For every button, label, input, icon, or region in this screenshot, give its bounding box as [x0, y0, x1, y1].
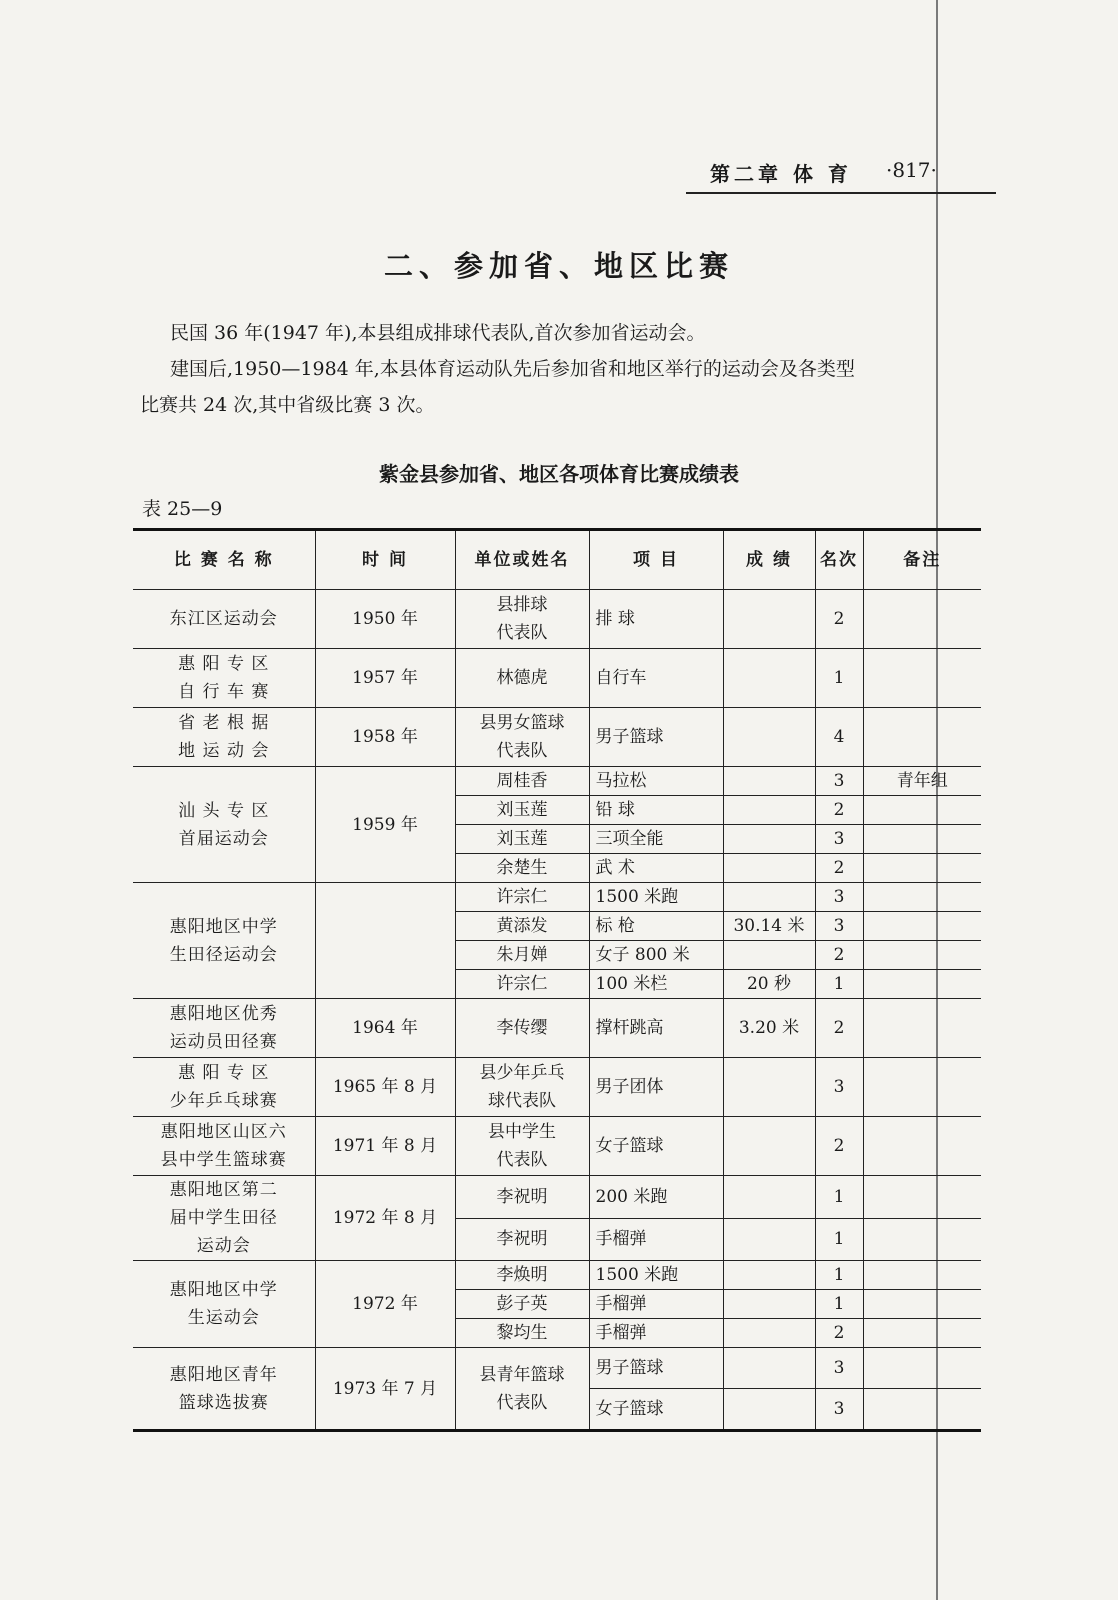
table-row [133, 767, 981, 796]
cell-line: 代表队 [496, 1150, 548, 1170]
unit-or-name-cell [455, 796, 589, 825]
competition-cell [133, 1261, 315, 1348]
result-cell: 3.20 米 [723, 999, 815, 1058]
table-row [133, 649, 981, 708]
event-cell: 撑杆跳高 [589, 999, 723, 1058]
competition-cell [133, 1117, 315, 1176]
cell-line: 篮球选拔赛 [178, 1392, 269, 1413]
result-cell [723, 767, 815, 796]
table-row [133, 883, 981, 912]
unit-or-name-cell [455, 1319, 589, 1348]
note-cell [863, 999, 981, 1058]
event-cell: 女子篮球 [589, 1117, 723, 1176]
note-cell [863, 1319, 981, 1348]
unit-or-name-cell [455, 999, 589, 1058]
table-row [133, 999, 981, 1058]
table-row [133, 1117, 981, 1176]
result-cell [723, 1261, 815, 1290]
note-cell [863, 1117, 981, 1176]
time-cell: 1972 年 8 月 [315, 1176, 455, 1261]
result-cell [723, 796, 815, 825]
cell-line: 汕 头 专 区 [178, 800, 270, 821]
note-cell [863, 941, 981, 970]
table-row [133, 1348, 981, 1389]
header-note: 备注 [863, 530, 981, 590]
rank-cell: 1 [815, 649, 863, 708]
cell-line: 县中学生 [488, 1122, 556, 1142]
cell-line: 李祝明 [496, 1229, 548, 1250]
note-cell [863, 970, 981, 999]
result-cell [723, 1290, 815, 1319]
result-cell [723, 854, 815, 883]
table-row [133, 1176, 981, 1219]
event-cell: 男子篮球 [589, 1348, 723, 1389]
cell-line: 惠 阳 专 区 [178, 654, 270, 674]
rank-cell: 2 [815, 796, 863, 825]
cell-line: 黎均生 [496, 1323, 548, 1343]
cell-line: 惠阳地区中学 [169, 1280, 278, 1300]
paragraph-2: 建国后,1950—1984 年,本县体育运动队先后参加省和地区举行的运动会及各类型 [170, 358, 855, 380]
cell-line: 球代表队 [488, 1091, 556, 1111]
time-cell: 1950 年 [315, 590, 455, 649]
cell-line: 东江区运动会 [169, 609, 278, 629]
result-cell: 20 秒 [723, 970, 815, 999]
rank-cell: 3 [815, 1058, 863, 1117]
cell-line: 惠阳地区优秀 [169, 1004, 278, 1024]
unit-or-name-cell [455, 590, 589, 649]
rank-cell: 1 [815, 1261, 863, 1290]
result-cell: 30.14 米 [723, 912, 815, 941]
time-cell: 1959 年 [315, 767, 455, 883]
time-cell: 1973 年 7 月 [315, 1348, 455, 1431]
competition-cell [133, 649, 315, 708]
cell-line: 运动会 [196, 1236, 251, 1256]
table-number: 表 25—9 [142, 498, 223, 520]
rank-cell: 3 [815, 767, 863, 796]
unit-or-name-cell [455, 941, 589, 970]
cell-line: 许宗仁 [496, 887, 548, 907]
table-body [133, 590, 981, 1431]
time-cell: 1964 年 [315, 999, 455, 1058]
cell-line: 刘玉莲 [496, 800, 548, 820]
cell-line: 惠阳地区青年 [169, 1364, 278, 1385]
result-cell [723, 1058, 815, 1117]
result-cell [723, 1389, 815, 1431]
cell-line: 李焕明 [496, 1265, 548, 1285]
header-rule [686, 192, 996, 194]
cell-line: 县男女篮球 [479, 713, 565, 733]
result-cell [723, 825, 815, 854]
note-cell [863, 1348, 981, 1389]
unit-or-name-cell [455, 825, 589, 854]
cell-line: 刘玉莲 [496, 829, 548, 849]
note-cell [863, 1290, 981, 1319]
cell-line: 少年乒乓球赛 [169, 1091, 278, 1111]
note-cell: 青年组 [863, 767, 981, 796]
event-cell: 女子 800 米 [589, 941, 723, 970]
section-title: 二、参加省、地区比赛 [383, 249, 734, 283]
cell-line: 惠阳地区山区六 [160, 1122, 287, 1142]
note-cell [863, 708, 981, 767]
event-cell: 男子篮球 [589, 708, 723, 767]
cell-line: 黄添发 [496, 916, 548, 936]
unit-or-name-cell [455, 1058, 589, 1117]
note-cell [863, 825, 981, 854]
competition-cell [133, 1348, 315, 1431]
competition-cell [133, 1058, 315, 1117]
event-cell: 自行车 [589, 649, 723, 708]
cell-line: 县中学生篮球赛 [160, 1150, 287, 1170]
time-cell: 1957 年 [315, 649, 455, 708]
cell-line: 县排球 [496, 595, 548, 615]
competition-cell [133, 883, 315, 999]
result-cell [723, 590, 815, 649]
result-cell [723, 1218, 815, 1261]
table-row [133, 590, 981, 649]
competition-cell [133, 999, 315, 1058]
paragraph-1: 民国 36 年(1947 年),本县组成排球代表队,首次参加省运动会。 [170, 322, 706, 344]
event-cell: 武 术 [589, 854, 723, 883]
cell-line: 县少年乒乓 [479, 1063, 565, 1083]
cell-line: 地 运 动 会 [178, 741, 270, 761]
cell-line: 代表队 [496, 1392, 548, 1413]
event-cell: 1500 米跑 [589, 1261, 723, 1290]
rank-cell: 1 [815, 1290, 863, 1319]
unit-or-name-cell [455, 883, 589, 912]
cell-line: 周桂香 [496, 771, 548, 791]
cell-line: 李传缨 [496, 1018, 548, 1038]
event-cell: 女子篮球 [589, 1389, 723, 1431]
time-cell: 1972 年 [315, 1261, 455, 1348]
result-cell [723, 1176, 815, 1219]
header-result: 成 绩 [723, 530, 815, 590]
rank-cell: 1 [815, 1176, 863, 1219]
event-cell: 排 球 [589, 590, 723, 649]
cell-line: 省 老 根 据 [178, 713, 270, 733]
cell-line: 惠阳地区第二 [169, 1180, 278, 1200]
event-cell: 三项全能 [589, 825, 723, 854]
note-cell [863, 590, 981, 649]
unit-or-name-cell [455, 1348, 589, 1431]
cell-line: 林德虎 [496, 668, 548, 688]
event-cell: 1500 米跑 [589, 883, 723, 912]
result-cell [723, 1117, 815, 1176]
cell-line: 县青年篮球 [479, 1364, 565, 1385]
rank-cell: 1 [815, 970, 863, 999]
unit-or-name-cell [455, 970, 589, 999]
rank-cell: 4 [815, 708, 863, 767]
unit-or-name-cell [455, 1176, 589, 1219]
unit-or-name-cell [455, 1290, 589, 1319]
result-cell [723, 883, 815, 912]
unit-or-name-cell [455, 649, 589, 708]
time-cell: 1958 年 [315, 708, 455, 767]
rank-cell: 3 [815, 825, 863, 854]
cell-line: 首届运动会 [178, 828, 269, 849]
header-event: 项 目 [589, 530, 723, 590]
event-cell: 马拉松 [589, 767, 723, 796]
note-cell [863, 649, 981, 708]
note-cell [863, 1218, 981, 1261]
unit-or-name-cell [455, 1117, 589, 1176]
event-cell: 100 米栏 [589, 970, 723, 999]
note-cell [863, 912, 981, 941]
event-cell: 手榴弹 [589, 1290, 723, 1319]
rank-cell: 3 [815, 883, 863, 912]
rank-cell: 2 [815, 1117, 863, 1176]
rank-cell: 2 [815, 941, 863, 970]
header-time: 时 间 [315, 530, 455, 590]
header-competition: 比 赛 名 称 [133, 530, 315, 590]
table-row [133, 1058, 981, 1117]
cell-line: 李祝明 [496, 1186, 548, 1207]
paragraph-3: 比赛共 24 次,其中省级比赛 3 次。 [140, 394, 435, 416]
result-cell [723, 649, 815, 708]
rank-cell: 3 [815, 1389, 863, 1431]
cell-line: 届中学生田径 [169, 1208, 278, 1228]
unit-or-name-cell [455, 1218, 589, 1261]
event-cell: 标 枪 [589, 912, 723, 941]
note-cell [863, 883, 981, 912]
rank-cell: 2 [815, 590, 863, 649]
competition-cell [133, 767, 315, 883]
event-cell: 男子团体 [589, 1058, 723, 1117]
page-number: ·817· [886, 158, 937, 182]
cell-line: 惠 阳 专 区 [178, 1063, 270, 1083]
rank-cell: 3 [815, 912, 863, 941]
cell-line: 代表队 [496, 623, 548, 643]
event-cell: 手榴弹 [589, 1319, 723, 1348]
result-cell [723, 1348, 815, 1389]
table-title: 紫金县参加省、地区各项体育比赛成绩表 [379, 462, 739, 486]
cell-line: 惠阳地区中学 [169, 916, 278, 937]
table-header-row [133, 530, 981, 590]
rank-cell: 2 [815, 999, 863, 1058]
result-cell [723, 708, 815, 767]
note-cell [863, 1261, 981, 1290]
rank-cell: 1 [815, 1218, 863, 1261]
cell-line: 余楚生 [496, 858, 548, 878]
competition-cell [133, 590, 315, 649]
result-cell [723, 1319, 815, 1348]
header-unit-or-name: 单位或姓名 [455, 530, 589, 590]
chapter-title: 第二章 体 育 [710, 162, 852, 186]
time-cell: 1971 年 8 月 [315, 1117, 455, 1176]
competition-cell [133, 708, 315, 767]
cell-line: 生田径运动会 [169, 944, 278, 965]
competition-cell [133, 1176, 315, 1261]
cell-line: 代表队 [496, 741, 548, 761]
cell-line: 生运动会 [187, 1308, 260, 1328]
note-cell [863, 1058, 981, 1117]
unit-or-name-cell [455, 912, 589, 941]
note-cell [863, 854, 981, 883]
cell-line: 朱月婵 [496, 945, 548, 965]
event-cell: 铅 球 [589, 796, 723, 825]
event-cell: 200 米跑 [589, 1176, 723, 1219]
unit-or-name-cell [455, 708, 589, 767]
note-cell [863, 1176, 981, 1219]
unit-or-name-cell [455, 854, 589, 883]
cell-line: 彭子英 [496, 1294, 548, 1314]
unit-or-name-cell [455, 1261, 589, 1290]
note-cell [863, 796, 981, 825]
rank-cell: 2 [815, 1319, 863, 1348]
unit-or-name-cell [455, 767, 589, 796]
result-cell [723, 941, 815, 970]
time-cell [315, 883, 455, 999]
note-cell [863, 1389, 981, 1431]
cell-line: 自 行 车 赛 [178, 682, 270, 702]
cell-line: 运动员田径赛 [169, 1032, 278, 1052]
header-rank: 名次 [815, 530, 863, 590]
table-row [133, 708, 981, 767]
rank-cell: 2 [815, 854, 863, 883]
rank-cell: 3 [815, 1348, 863, 1389]
table-row [133, 1261, 981, 1290]
event-cell: 手榴弹 [589, 1218, 723, 1261]
results-table [133, 528, 981, 1432]
running-header [690, 158, 994, 188]
cell-line: 许宗仁 [496, 974, 548, 994]
time-cell: 1965 年 8 月 [315, 1058, 455, 1117]
